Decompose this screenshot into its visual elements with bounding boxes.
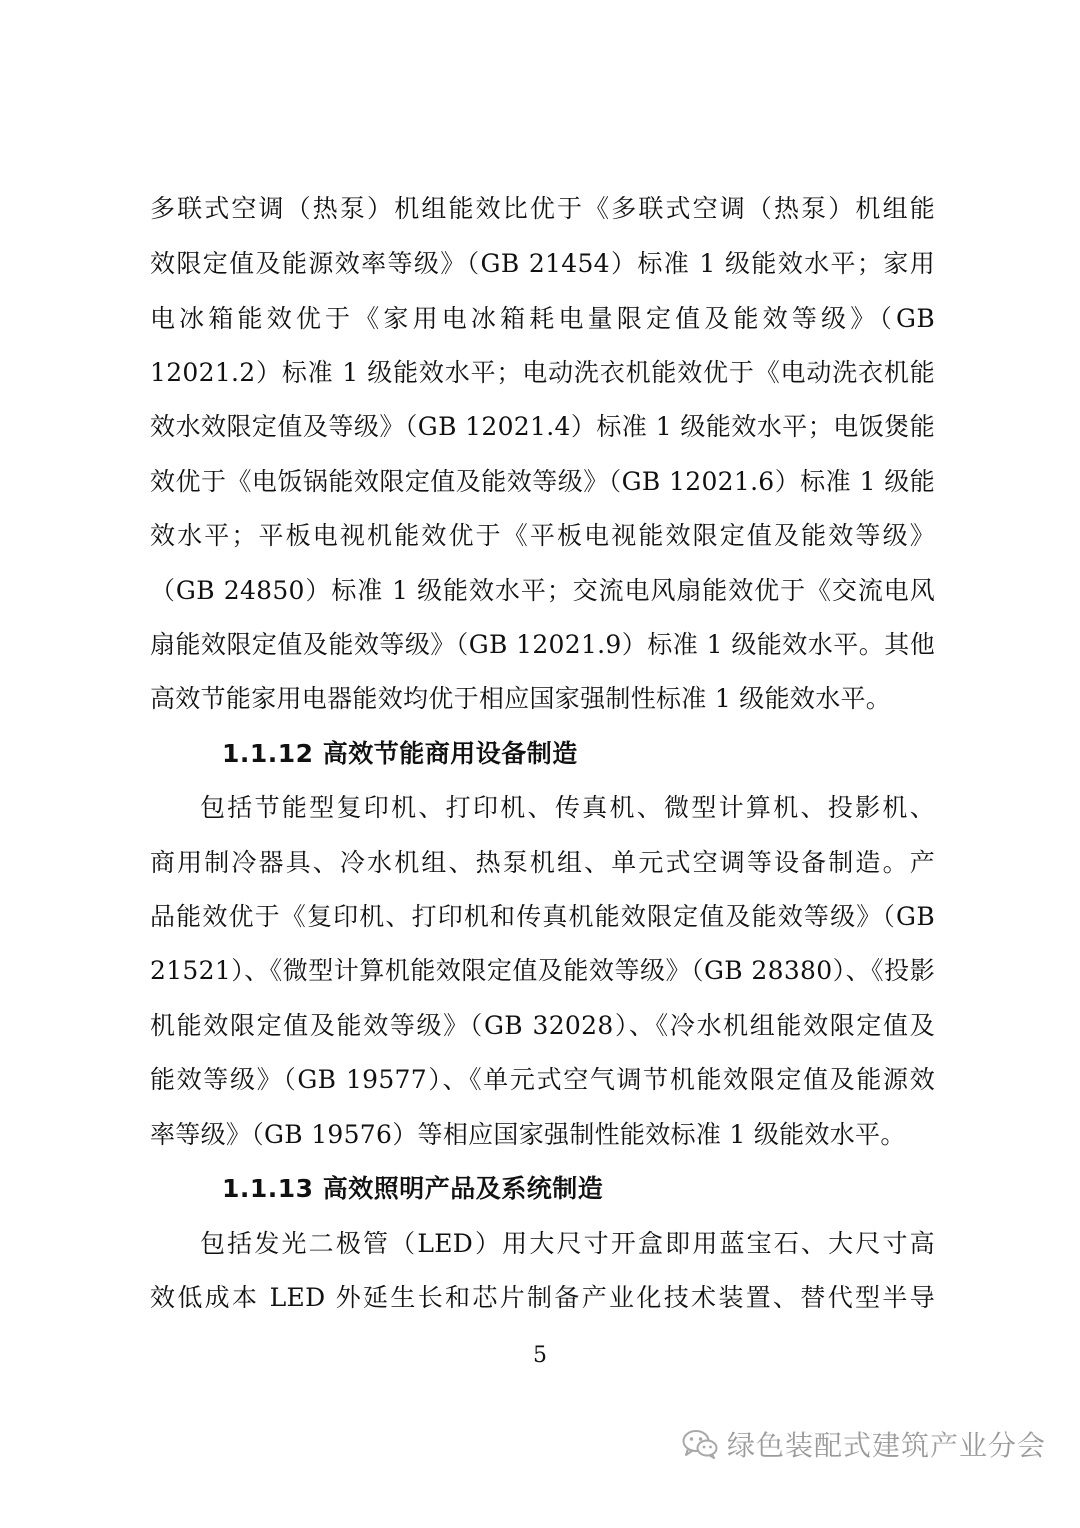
paragraph-line: 包括节能型复印机、打印机、传真机、微型计算机、投影机、 <box>200 793 935 822</box>
paragraph-line: （GB 24850）标准 1 级能效水平；交流电风扇能效优于《交流电风 <box>150 576 935 605</box>
paragraph-line: 机能效限定值及能效等级》（GB 32028）、《冷水机组能效限定值及 <box>150 1011 935 1040</box>
paragraph-line: 多联式空调（热泵）机组能效比优于《多联式空调（热泵）机组能 <box>150 194 935 223</box>
paragraph-line: 包括发光二极管（LED）用大尺寸开盒即用蓝宝石、大尺寸高 <box>200 1229 935 1258</box>
paragraph-line: 扇能效限定值及能效等级》（GB 12021.9）标准 1 级能效水平。其他 <box>150 630 935 659</box>
paragraph-line: 商用制冷器具、冷水机组、热泵机组、单元式空调等设备制造。产 <box>150 848 935 877</box>
paragraph-line: 效优于《电饭锅能效限定值及能效等级》（GB 12021.6）标准 1 级能 <box>150 467 935 496</box>
watermark <box>681 1424 1046 1464</box>
paragraph-line: 21521）、《微型计算机能效限定值及能效等级》（GB 28380）、《投影 <box>150 956 935 985</box>
section-heading-1-1-13: 1.1.13 高效照明产品及系统制造 <box>222 1174 604 1203</box>
paragraph-line: 率等级》（GB 19576）等相应国家强制性能效标准 1 级能效水平。 <box>150 1120 906 1149</box>
page-number: 5 <box>533 1343 547 1368</box>
paragraph-line: 高效节能家用电器能效均优于相应国家强制性标准 1 级能效水平。 <box>150 684 892 713</box>
paragraph-line: 效水效限定值及等级》（GB 12021.4）标准 1 级能效水平；电饭煲能 <box>150 412 935 441</box>
wechat-icon <box>681 1428 719 1460</box>
section-heading-1-1-12: 1.1.12 高效节能商用设备制造 <box>222 739 578 768</box>
paragraph-line: 效限定值及能源效率等级》（GB 21454）标准 1 级能效水平；家用 <box>150 249 935 278</box>
paragraph-line: 12021.2）标准 1 级能效水平；电动洗衣机能效优于《电动洗衣机能 <box>150 358 935 387</box>
paragraph-line: 效水平；平板电视机能效优于《平板电视能效限定值及能效等级》 <box>150 521 935 550</box>
watermark-text: 绿色装配式建筑产业分会 <box>726 1429 1046 1462</box>
paragraph-line: 能效等级》（GB 19577）、《单元式空气调节机能效限定值及能源效 <box>150 1065 935 1094</box>
paragraph-line: 电冰箱能效优于《家用电冰箱耗电量限定值及能效等级》（GB <box>150 304 935 333</box>
paragraph-line: 品能效优于《复印机、打印机和传真机能效限定值及能效等级》（GB <box>150 902 935 931</box>
paragraph-line: 效低成本 LED 外延生长和芯片制备产业化技术装置、替代型半导 <box>150 1283 935 1312</box>
